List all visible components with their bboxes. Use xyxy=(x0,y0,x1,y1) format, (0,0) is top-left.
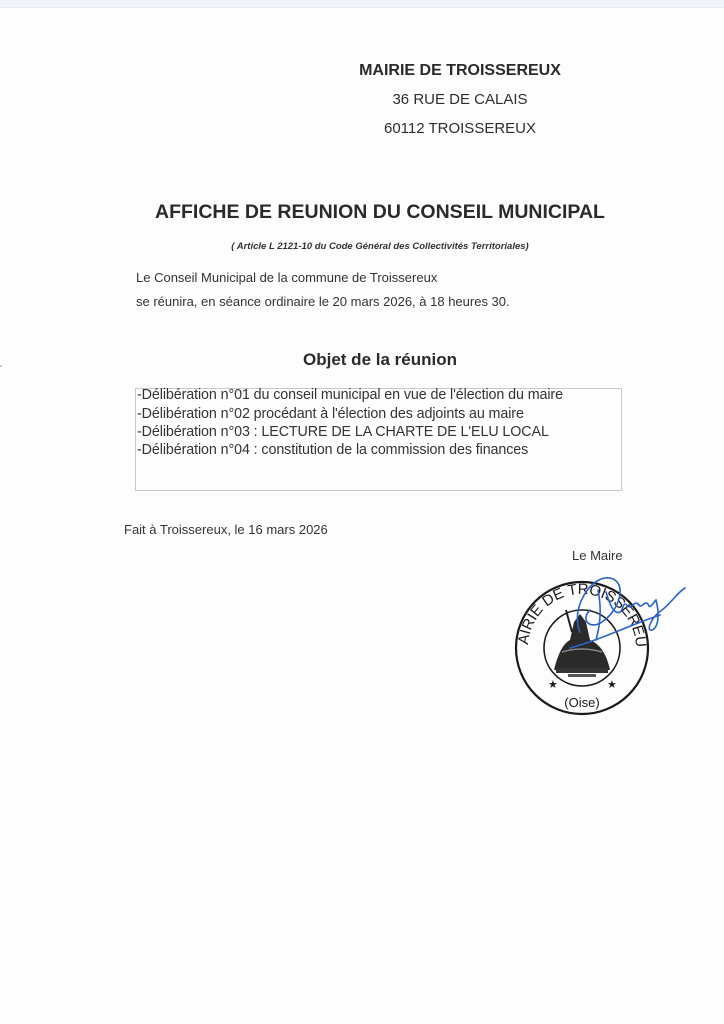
agenda-item: -Délibération n°01 du conseil municipal en vue de l'élection du maire xyxy=(137,387,563,403)
star-icon: ★ xyxy=(548,679,558,691)
org-city: 60112 TROISSEREUX xyxy=(383,120,536,137)
intro-line-1: Le Conseil Municipal de la commune de Troissereux xyxy=(136,270,438,285)
agenda-item: -Délibération n°04 : constitution de la commission des finances xyxy=(137,442,529,458)
scan-edge xyxy=(0,0,724,8)
signer-title: Le Maire xyxy=(572,548,623,563)
org-street: 36 RUE DE CALAIS xyxy=(392,91,528,108)
intro-line-2: se réunira, en séance ordinaire le 20 mars 2026, à 18 heures 30. xyxy=(136,294,510,309)
legal-reference: ( Article L 2121-10 du Code Général des Collectivités Territoriales) xyxy=(231,241,529,252)
seal-top-text: AIRIE DE TROISSEREU xyxy=(514,580,650,648)
stamp-and-signature xyxy=(510,570,700,720)
agenda-item: -Délibération n°03 : LECTURE DE LA CHARTE DE L'ELU LOCAL xyxy=(137,424,549,440)
document-title: AFFICHE DE REUNION DU CONSEIL MUNICIPAL xyxy=(155,201,605,223)
official-seal-icon xyxy=(510,570,700,720)
scan-mark xyxy=(0,365,2,367)
seal-bottom-text: (Oise) xyxy=(564,695,600,710)
agenda-heading: Objet de la réunion xyxy=(303,350,457,369)
star-icon: ★ xyxy=(607,679,617,691)
seal-emblem xyxy=(554,610,610,677)
agenda-item: -Délibération n°02 procédant à l'élection des adjoints au maire xyxy=(137,406,524,422)
org-name: MAIRIE DE TROISSEREUX xyxy=(359,62,561,79)
signed-at-line: Fait à Troissereux, le 16 mars 2026 xyxy=(124,522,328,537)
agenda-box xyxy=(135,388,622,491)
